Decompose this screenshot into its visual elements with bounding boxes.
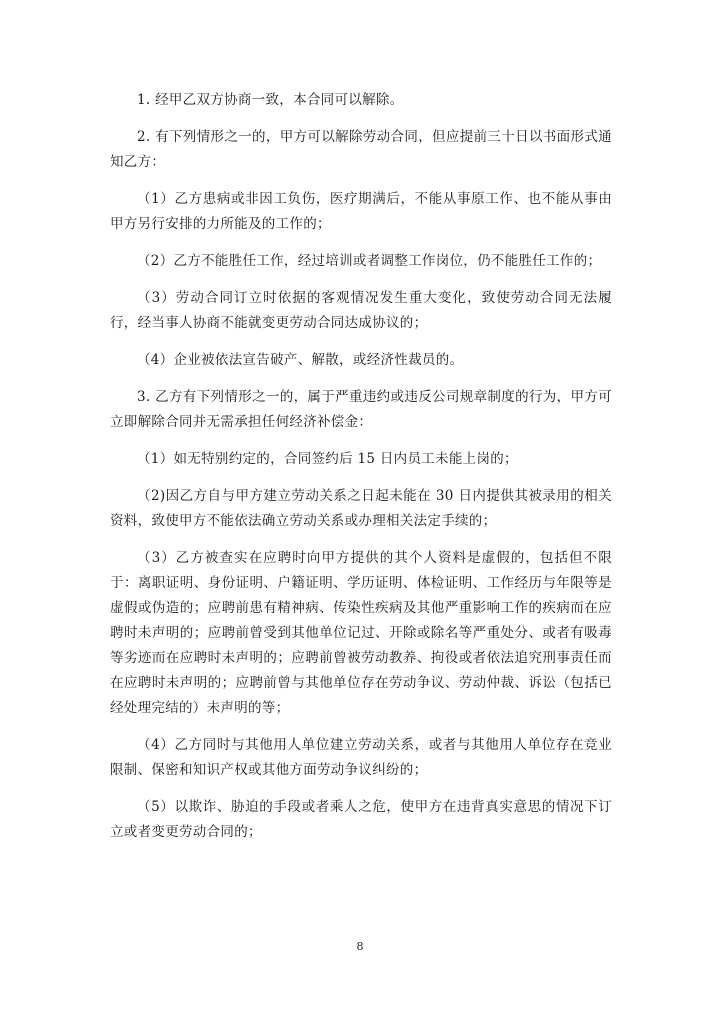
clause-3-item-5: （5）以欺诈、胁迫的手段或者乘人之危，使甲方在违背真实意思的情况下订立或者变更劳动合同的； <box>110 799 612 840</box>
clause-1-mutual-termination: 1. 经甲乙双方协商一致，本合同可以解除。 <box>137 92 404 108</box>
clause-3-item-3: （3）乙方被查实在应聘时向甲方提供的其个人资料是虚假的，包括但不限于：离职证明、身份证明、户籍证明、学历证明、体检证明、工作经历与年限等是虚假或伪造的；应聘前患有精神病、传染性疾病及其他严重影响工作的疾病而在应聘时未声明的；应聘前曾受到其他单位记过、开除或除名等严重处分、或者有吸毒等劣迹而在应聘时未声明的；应聘前曾被劳动教养、拘役或者依法追究刑事责任而在应聘时未声明的；应聘前曾与其他单位存在劳动争议、劳动仲裁、诉讼（包括已经处理完结的）未声明的等； <box>110 550 612 716</box>
clause-2-item-3: （3）劳动合同订立时依据的客观情况发生重大变化，致使劳动合同无法履行，经当事人协商不能就变更劳动合同达成协议的； <box>110 290 612 331</box>
clause-2-item-4: （4）企业被依法宣告破产、解散，或经济性裁员的。 <box>137 352 464 368</box>
clause-3-item-2: （2)因乙方自与甲方建立劳动关系之日起未能在 30 日内提供其被录用的相关资料，致使甲方不能依法确立劳动关系或办理相关法定手续的； <box>110 488 612 529</box>
clause-2-item-1: （1）乙方患病或非因工负伤，医疗期满后，不能从事原工作、也不能从事由甲方另行安排的力所能及的工作的； <box>110 191 612 232</box>
clause-2-item-2: （2）乙方不能胜任工作，经过培训或者调整工作岗位，仍不能胜任工作的； <box>137 253 602 269</box>
clause-3-item-4: （4）乙方同时与其他用人单位建立劳动关系，或者与其他用人单位存在竞业限制、保密和知识产权或其他方面劳动争议纠纷的； <box>110 737 612 778</box>
clause-3-item-1: （1）如无特别约定的，合同签约后 15 日内员工未能上岗的； <box>137 451 518 467</box>
page-number: 8 <box>356 940 364 953</box>
document-body <box>110 88 612 857</box>
clause-3-immediate-termination: 3. 乙方有下列情形之一的，属于严重违约或违反公司规章制度的行为，甲方可立即解除合同并无需承担任何经济补偿金： <box>110 389 612 430</box>
clause-2-termination-with-notice: 2. 有下列情形之一的，甲方可以解除劳动合同，但应提前三十日以书面形式通知乙方： <box>110 129 612 170</box>
